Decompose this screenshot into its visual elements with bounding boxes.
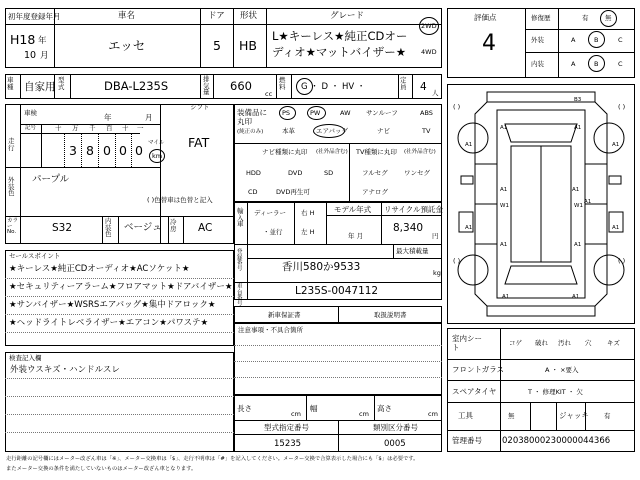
recycle-unit: 円 [432, 232, 439, 240]
model-label: 型式 [58, 76, 65, 91]
capacity-label: 定員 [400, 76, 407, 91]
car-name: エッセ [108, 38, 146, 53]
odo-digit: 8 [86, 143, 94, 158]
diagram-bracket-right-top: ( ) [618, 103, 626, 111]
damage-code: A1 [572, 294, 580, 300]
odo-digit: 3 [69, 143, 77, 158]
reg-month: 10 [24, 50, 37, 61]
drive-2wd: 2WD [421, 22, 437, 30]
diagram-bracket-left-bottom: ( ) [453, 257, 461, 265]
fuel-label: 燃料 [279, 76, 286, 91]
exterior-grade-label: 外装 [531, 36, 544, 44]
mgmt-label: 管理番号 [452, 436, 482, 445]
vehicle-class-label: 車種 [7, 76, 14, 91]
shaken-year-unit: 年 [104, 113, 112, 122]
grade-line-1: L★キーレス★純正CDオー [272, 29, 408, 43]
seat-item: 破れ [535, 339, 548, 347]
doors-value: 5 [213, 38, 221, 53]
chassis-label: 車台番号 [237, 284, 243, 307]
exterior-color-label: 外装色 [8, 176, 15, 197]
reg-year-label: 初年度登録年月 [8, 12, 61, 21]
damage-code: A1 [612, 142, 620, 148]
equip-item: エアバッグ [316, 127, 348, 135]
model-year-units: 年 月 [348, 232, 364, 240]
seat-item: 汚れ [558, 339, 571, 347]
equip-item: ABS [420, 109, 433, 117]
navi-item: SD [324, 169, 334, 177]
glass-label: フロントガラス [452, 365, 505, 374]
import-left: 左 H [301, 228, 315, 236]
type-cert-number: 15235 [274, 439, 302, 449]
capacity-unit: 人 [432, 89, 439, 97]
capacity: 4 [420, 81, 427, 93]
footer-note-1: 走行距離の記号欄にはメーター改ざん車は「※」、メーター交換車は「$」、走行不明車は「#」を記入してください。メーター交換で合算表示した場合にも「$」は必要です。 [6, 456, 419, 462]
seat-item: キズ [607, 339, 620, 347]
score-label: 評価点 [474, 13, 497, 22]
equipment-subtitle: (純正のみ) [237, 129, 264, 135]
tools-label: 工具 [458, 411, 473, 420]
max-load-unit: kg [433, 269, 441, 277]
reg-year-unit: 年 [38, 36, 47, 46]
length-unit: cm [291, 410, 301, 418]
width-label: 幅 [310, 404, 318, 413]
recycle-label: リサイクル預託金 [384, 205, 443, 214]
shaken-month-unit: 月 [145, 113, 153, 122]
exterior-grade-b: B [594, 36, 599, 44]
damage-code: A1 [574, 125, 582, 131]
sales-point-line: ★キーレス★純正CDオーディオ★ACソケット★ [9, 264, 190, 274]
jack-value: 有 [604, 412, 611, 420]
tv-item: アナログ [362, 188, 388, 196]
repair-label: 修復歴 [531, 14, 551, 22]
height-unit: cm [428, 410, 438, 418]
odo-unit-km: km [152, 152, 163, 160]
odo-header-note: 記号 [25, 125, 37, 131]
plate-label: 登録番号 [237, 249, 243, 272]
category-label: 類別区分番号 [373, 423, 418, 432]
reg-month-unit: 月 [40, 51, 49, 61]
damage-code: A1 [465, 142, 473, 148]
tv-note: (社外品含む) [404, 149, 436, 155]
seat-label: 室内シート [452, 334, 482, 352]
equip-item: ナビ [377, 127, 390, 135]
vehicle-class: 自家用 [24, 81, 56, 93]
damage-marker: B3 [574, 97, 582, 103]
chassis-number: L235S-0047112 [295, 285, 379, 297]
import-label: 輸入車 [237, 207, 244, 228]
damage-code: A1 [502, 294, 510, 300]
sales-point-line: ★サンバイザー★WSRSエアバッグ★集中ドアロック★ [9, 300, 216, 310]
equip-item: 本革 [282, 127, 295, 135]
car-name-label: 車名 [118, 11, 136, 21]
tools-value: 無 [508, 412, 515, 420]
navi-item: HDD [246, 169, 261, 177]
navi-note: (社外品含む) [316, 149, 348, 155]
tv-title: TV種類に丸印 [356, 148, 397, 156]
grade-label: グレード [330, 11, 365, 21]
navi-item: DVD再生可 [276, 188, 310, 196]
odo-unit-mile: マイル [148, 140, 165, 146]
score-value: 4 [482, 31, 496, 56]
shift-value: FAT [188, 135, 210, 150]
equip-item: TV [422, 127, 431, 135]
repair-yes: 有 [582, 14, 589, 22]
manual-label: 取扱説明書 [374, 311, 407, 319]
tv-item: フルセグ [362, 169, 388, 177]
interior-grade-label: 内装 [531, 60, 544, 68]
exterior-grade-a: A [571, 36, 576, 44]
body-label: 形状 [240, 11, 258, 21]
diagram-bracket-left-top: ( ) [453, 103, 461, 111]
odo-label: 走行 [8, 137, 15, 152]
equip-item: PW [310, 109, 321, 117]
glass-value: A ・ ×要入 [545, 366, 579, 374]
interior-color-label: 内装色 [105, 217, 112, 238]
inspector-title: 検査記入欄 [9, 354, 42, 362]
car-diagram [447, 84, 635, 324]
model-code: DBA-L235S [104, 79, 169, 93]
ac-label: 冷房 [170, 218, 177, 233]
width-unit: cm [359, 410, 369, 418]
damage-code: A1 [584, 199, 592, 205]
damage-code: W1 [500, 203, 509, 209]
equip-item: PS [282, 109, 291, 117]
seat-item: コゲ [509, 339, 522, 347]
sales-point-line: ★ヘッドライトレベライザー★エアコン★パワステ★ [9, 318, 209, 328]
displacement: 660 [230, 79, 252, 93]
notes-title: 注意事項・不具合箇所 [238, 326, 303, 334]
warranty-label: 新車保証書 [268, 311, 301, 319]
equip-item: AW [340, 109, 351, 117]
navi-item: CD [248, 188, 258, 196]
exterior-color: パープル [32, 174, 70, 185]
interior-grade-a: A [571, 60, 576, 68]
jack-label: ジャッキ [559, 411, 589, 420]
odo-digit: 0 [119, 143, 127, 158]
fuel-options: G ・ D ・ HV ・ [301, 82, 366, 92]
import-dealer: ディーラー [254, 209, 286, 217]
damage-code: A1 [612, 225, 620, 231]
displacement-unit: cc [265, 90, 273, 98]
category-number: 0005 [384, 439, 406, 449]
interior-grade-c: C [618, 60, 623, 68]
inspector-notes: 外装ウスキズ・ハンドルスレ [10, 365, 120, 375]
equipment-title: 装備品に丸印 [237, 108, 267, 126]
recycle-amount: 8,340 [393, 222, 424, 234]
interior-grade-b: B [594, 60, 599, 68]
height-label: 高さ [377, 404, 392, 413]
sales-point-line: ★セキュリティーアラーム★フロアマット★ドアバイザー★ [9, 282, 233, 292]
max-load-label: 最大積載量 [396, 247, 429, 255]
navi-item: DVD [288, 169, 303, 177]
equip-item: サンルーフ [366, 109, 398, 117]
tv-item: ワンセグ [404, 169, 430, 177]
damage-code: A1 [500, 187, 508, 193]
exterior-grade-c: C [618, 36, 623, 44]
seat-item: 穴 [585, 339, 592, 347]
damage-code: A1 [500, 125, 508, 131]
body-type: HB [239, 38, 257, 53]
color-no: S32 [52, 222, 73, 234]
plate-number: 香川580か9533 [282, 261, 361, 273]
odo-digit: 0 [103, 143, 111, 158]
doors-label: ドア [208, 11, 225, 21]
color-no-label: カラーNo. [7, 218, 19, 235]
spare-value: T ・ 修理KIT ・ 欠 [528, 388, 583, 396]
displacement-label: 排気量 [203, 75, 210, 96]
damage-code: W1 [574, 203, 583, 209]
damage-code: A1 [572, 187, 580, 193]
grade-line-2: ディオ★マットバイザー★ [272, 45, 407, 59]
model-year-label: モデル年式 [334, 205, 372, 214]
ac-value: AC [198, 222, 213, 234]
interior-color: ベージュ [124, 222, 162, 233]
navi-title: ナビ種類に丸印 [262, 148, 308, 156]
repair-no: 無 [605, 14, 612, 22]
footer-note-2: またメーター交換の条件を満たしていないものはメーター改ざん車となります。 [6, 466, 197, 472]
shift-label: シフト [190, 103, 210, 111]
damage-code: A1 [574, 242, 582, 248]
length-label: 長さ [237, 404, 252, 413]
diagram-bracket-right-bottom: ( ) [618, 257, 626, 265]
damage-code: A1 [500, 242, 508, 248]
sales-points-title: セールスポイント [9, 252, 61, 260]
shaken-label: 車検 [24, 109, 37, 117]
damage-code: A1 [465, 225, 473, 231]
mgmt-number: 02038000230000044366 [502, 436, 611, 446]
color-change-note: ( )色替車は色替と記入 [147, 196, 213, 204]
reg-year: H18 [10, 32, 36, 47]
odo-digit: 0 [135, 143, 143, 158]
import-parallel: ・並行 [263, 228, 283, 236]
drive-4wd: 4WD [421, 48, 437, 56]
type-cert-label: 型式指定番号 [264, 423, 309, 432]
import-right: 右 H [301, 209, 315, 217]
spare-label: スペアタイヤ [452, 387, 497, 396]
